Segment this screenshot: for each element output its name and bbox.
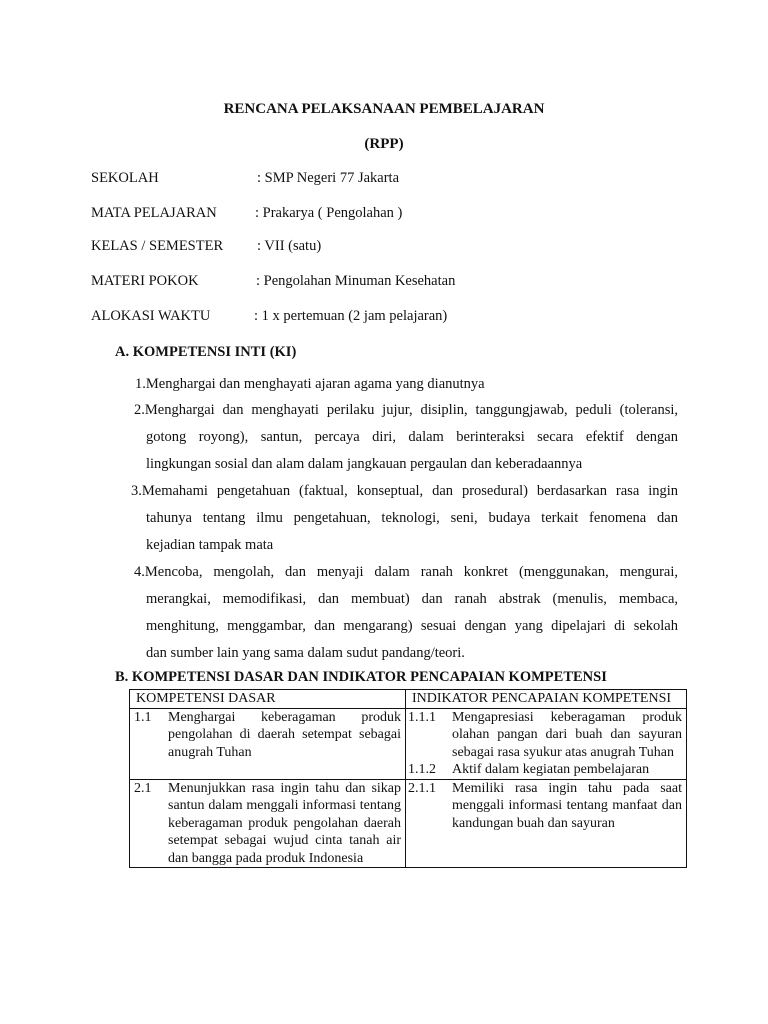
table-header-row	[130, 690, 687, 709]
document-title: RENCANA PELAKSANAAN PEMBELAJARAN	[223, 101, 545, 117]
identity-label-alokasi-waktu: ALOKASI WAKTU	[91, 308, 211, 324]
ki-item-3-line-2: tahunya tentang ilmu pengetahuan, teknologi, seni, budaya terkait fenomena dan	[146, 510, 678, 526]
competency-table	[129, 689, 687, 868]
ki-item-4-line-3: menghitung, menggambar, dan mengarang) sesuai dengan yang dipelajari di sekolah	[146, 618, 678, 634]
indicator-cell	[406, 708, 687, 779]
kd-text: Menunjukkan rasa ingin tahu dan sikap santun dalam menggali informasi tentang keberagaman produk pengolahan daerah setempat sebagai wujud cinta tanah air dan bangga pada produk Indonesia	[168, 780, 401, 866]
ki-item-4-line-1: 4.Mencoba, mengolah, dan menyaji dalam ranah konkret (menggunakan, mengurai,	[134, 564, 678, 580]
indicator-number: 1.1.1	[408, 709, 436, 725]
identity-value-sekolah: : SMP Negeri 77 Jakarta	[257, 170, 400, 186]
identity-label-kelas-semester: KELAS / SEMESTER	[91, 238, 224, 254]
ki-item-3-line-3: kejadian tampak mata	[146, 537, 274, 553]
ki-item-2-line-3: lingkungan sosial dan alam dalam jangkauan pergaulan dan keberadaannya	[146, 456, 583, 472]
ki-item-4-line-4: dan sumber lain yang sama dalam sudut pandang/teori.	[146, 645, 465, 661]
indicator-cell	[406, 779, 687, 868]
indicator-number: 1.1.2	[408, 762, 436, 777]
ki-item-4-line-2: merangkai, memodifikasi, dan membuat) dan ranah abstrak (menulis, membaca,	[146, 591, 678, 607]
identity-value-materi-pokok: : Pengolahan Minuman Kesehatan	[256, 273, 456, 289]
kd-cell	[130, 779, 406, 868]
col-header-indikator: INDIKATOR PENCAPAIAN KOMPETENSI	[406, 690, 687, 709]
identity-label-materi-pokok: MATERI POKOK	[91, 273, 199, 289]
kd-number: 1.1	[134, 709, 152, 725]
kd-text: Menghargai keberagaman produk pengolahan di daerah setempat sebagai anugrah Tuhan	[168, 709, 401, 760]
document-subtitle: (RPP)	[364, 136, 404, 152]
indicator-text: Aktif dalam kegiatan pembelajaran	[452, 762, 650, 777]
ki-item-3-line-1: 3.Memahami pengetahuan (faktual, konseptual, dan prosedural) berdasarkan rasa ingin	[131, 483, 678, 499]
identity-value-mata-pelajaran: : Prakarya ( Pengolahan )	[255, 205, 403, 221]
identity-value-kelas-semester: : VII (satu)	[257, 238, 322, 254]
ki-item-2-line-2: gotong royong), santun, percaya diri, dalam berinteraksi secara efektif dengan	[146, 429, 678, 445]
indicator-text: Memiliki rasa ingin tahu pada saat menggali informasi tentang manfaat dan kandungan buah dan sayuran	[452, 780, 682, 831]
table-row	[130, 708, 687, 779]
ki-item-1-line-1: 1.Menghargai dan menghayati ajaran agama yang dianutnya	[135, 376, 485, 392]
section-a-heading: A. KOMPETENSI INTI (KI)	[115, 344, 297, 360]
ki-item-2-line-1: 2.Menghargai dan menghayati perilaku jujur, disiplin, tanggungjawab, peduli (toleransi,	[134, 402, 678, 418]
identity-label-mata-pelajaran: MATA PELAJARAN	[91, 205, 217, 221]
kd-cell	[130, 708, 406, 779]
indicator-text: Mengapresiasi keberagaman produk olahan pangan dari buah dan sayuran sebagai rasa syukur atas anugrah Tuhan	[452, 709, 682, 760]
indicator-number: 2.1.1	[408, 780, 436, 796]
kd-number: 2.1	[134, 780, 152, 796]
identity-label-sekolah: SEKOLAH	[91, 170, 159, 186]
col-header-kompetensi-dasar: KOMPETENSI DASAR	[130, 690, 406, 709]
section-b-heading: B. KOMPETENSI DASAR DAN INDIKATOR PENCAPAIAN KOMPETENSI	[115, 669, 607, 685]
identity-value-alokasi-waktu: : 1 x pertemuan (2 jam pelajaran)	[254, 308, 448, 324]
table-row	[130, 779, 687, 868]
